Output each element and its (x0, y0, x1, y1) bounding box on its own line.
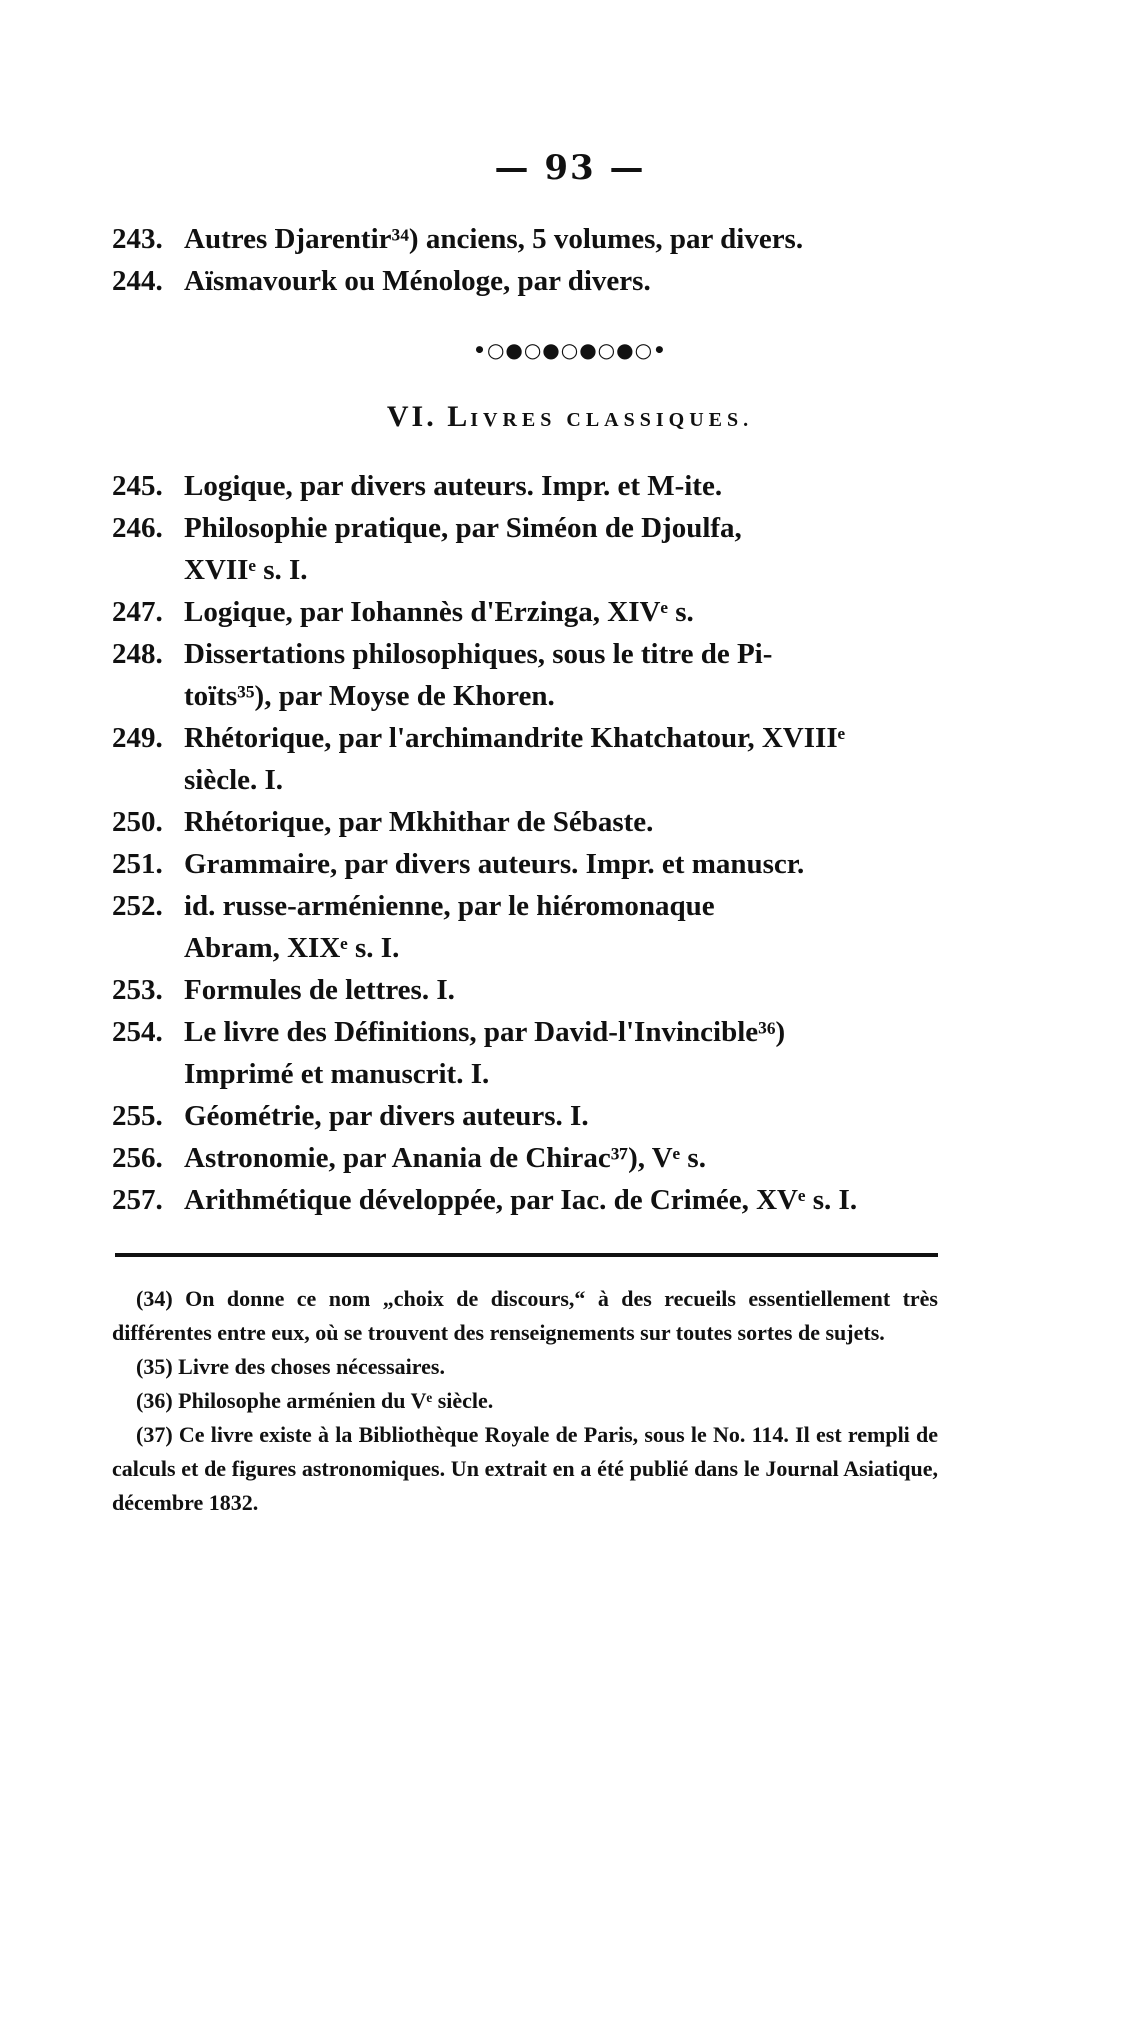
list-item (112, 260, 942, 302)
entry-text: id. russe-arménienne, par le hiéromonaque (184, 890, 715, 922)
entry-number: 256. (112, 1142, 163, 1174)
entry-number: 247. (112, 596, 163, 628)
entry-number: 244. (112, 265, 163, 297)
list-item (112, 1179, 942, 1221)
entry-text: Formules de lettres. I. (184, 974, 455, 1006)
entry-text: Astronomie, par Anania de Chirac³⁷), Vᵉ s. (184, 1142, 706, 1174)
list-item (112, 717, 942, 801)
entry-text-continued: Imprimé et manuscrit. I. (184, 1058, 490, 1090)
top-entry-list (112, 218, 942, 302)
footnote-text: (36) Philosophe arménien du Vᵉ siècle. (136, 1388, 494, 1413)
entry-number: 245. (112, 470, 163, 502)
entry-text: Logique, par divers auteurs. Impr. et M-ite. (184, 470, 723, 502)
footnote (112, 1350, 938, 1384)
list-item (112, 633, 942, 717)
footnote (112, 1384, 938, 1418)
entry-text-continued: Abram, XIXᵉ s. I. (184, 932, 400, 964)
list-item (112, 1011, 942, 1095)
entry-text: Aïsmavourk ou Ménologe, par divers. (184, 265, 651, 297)
entry-number: 257. (112, 1184, 163, 1216)
entry-text-continued: XVIIᵉ s. I. (184, 554, 308, 586)
entry-number: 254. (112, 1016, 163, 1048)
footnote-text: (34) On donne ce nom „choix de discours,“ à des recueils essentiellement très différentes entre eux, où se trouvent des renseignements sur toutes sortes de sujets. (112, 1286, 938, 1345)
decorative-ornament: •○●○●○●○●○• (473, 338, 667, 362)
list-item (112, 843, 942, 885)
entry-text-continued: toïts³⁵), par Moyse de Khoren. (184, 680, 555, 712)
list-item (112, 1137, 942, 1179)
entry-text: Autres Djarentir³⁴) anciens, 5 volumes, par divers. (184, 223, 804, 255)
footnote-text: (35) Livre des choses nécessaires. (136, 1354, 445, 1379)
section-heading (0, 400, 1140, 434)
footnote (112, 1282, 938, 1350)
section-numeral: VI. (386, 400, 437, 433)
list-item (112, 801, 942, 843)
entry-number: 251. (112, 848, 163, 880)
entry-text: Rhétorique, par l'archimandrite Khatchatour, XVIIIᵉ (184, 722, 846, 754)
entry-list (112, 465, 942, 1221)
footnote-divider (115, 1253, 938, 1257)
entry-number: 249. (112, 722, 163, 754)
entry-text: Rhétorique, par Mkhithar de Sébaste. (184, 806, 654, 838)
page-number: — 93 — (494, 148, 646, 188)
entry-number: 253. (112, 974, 163, 1006)
list-item (112, 1095, 942, 1137)
entry-number: 250. (112, 806, 163, 838)
list-item (112, 969, 942, 1011)
entry-text: Philosophie pratique, par Siméon de Djoulfa, (184, 512, 742, 544)
entry-number: 252. (112, 890, 163, 922)
entry-text: Le livre des Définitions, par David-l'Invincible³⁶) (184, 1016, 786, 1048)
entry-text: Grammaire, par divers auteurs. Impr. et manuscr. (184, 848, 805, 880)
list-item (112, 591, 942, 633)
list-item (112, 218, 942, 260)
entry-number: 246. (112, 512, 163, 544)
entry-number: 243. (112, 223, 163, 255)
footnote (112, 1418, 938, 1520)
entry-number: 255. (112, 1100, 163, 1132)
entry-number: 248. (112, 638, 163, 670)
list-item (112, 885, 942, 969)
list-item (112, 507, 942, 591)
entry-text: Dissertations philosophiques, sous le titre de Pi- (184, 638, 773, 670)
footnote-text: (37) Ce livre existe à la Bibliothèque Royale de Paris, sous le No. 114. Il est rempli de calculs et de figures astronomiques. Un extrait en a été publié dans le Journal Asiatique, décembre 1832. (112, 1422, 938, 1515)
footnotes (112, 1282, 938, 1520)
entry-text-continued: siècle. I. (184, 764, 284, 796)
entry-text: Arithmétique développée, par Iac. de Crimée, XVᵉ s. I. (184, 1184, 858, 1216)
entry-text: Géométrie, par divers auteurs. I. (184, 1100, 589, 1132)
entry-text: Logique, par Iohannès d'Erzinga, XIVᵉ s. (184, 596, 694, 628)
section-title-rest: IVRES CLASSIQUES. (470, 409, 754, 431)
list-item (112, 465, 942, 507)
section-title-initial: L (447, 400, 471, 433)
